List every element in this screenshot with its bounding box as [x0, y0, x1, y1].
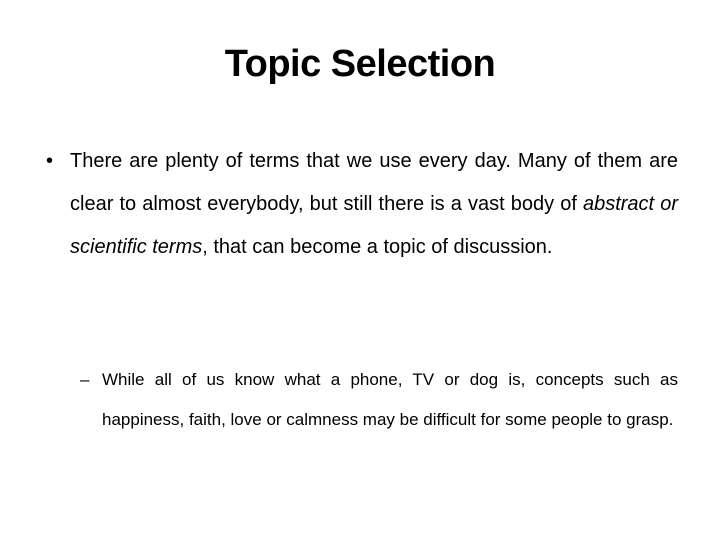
bullet-item: [46, 140, 678, 269]
bullet-text-after: , that can become a topic of discussion.: [202, 236, 553, 258]
sub-bullet-marker: –: [80, 370, 90, 389]
sub-bullet-item: [80, 360, 678, 440]
sub-bullet-text: While all of us know what a phone, TV or dog is, concepts such as happiness, faith, love or calmness may be difficult for some people to grasp.: [102, 370, 678, 429]
bullet-marker: •: [46, 150, 54, 172]
bullet-text: [70, 140, 678, 269]
bullet-text-emphasis: abstract or scientific terms: [70, 193, 678, 258]
slide-title: Topic Selection: [224, 43, 496, 85]
bullet-text-before: There are plenty of terms that we use every day. Many of them are clear to almost everybody, but still there is a vast body of: [70, 150, 678, 215]
